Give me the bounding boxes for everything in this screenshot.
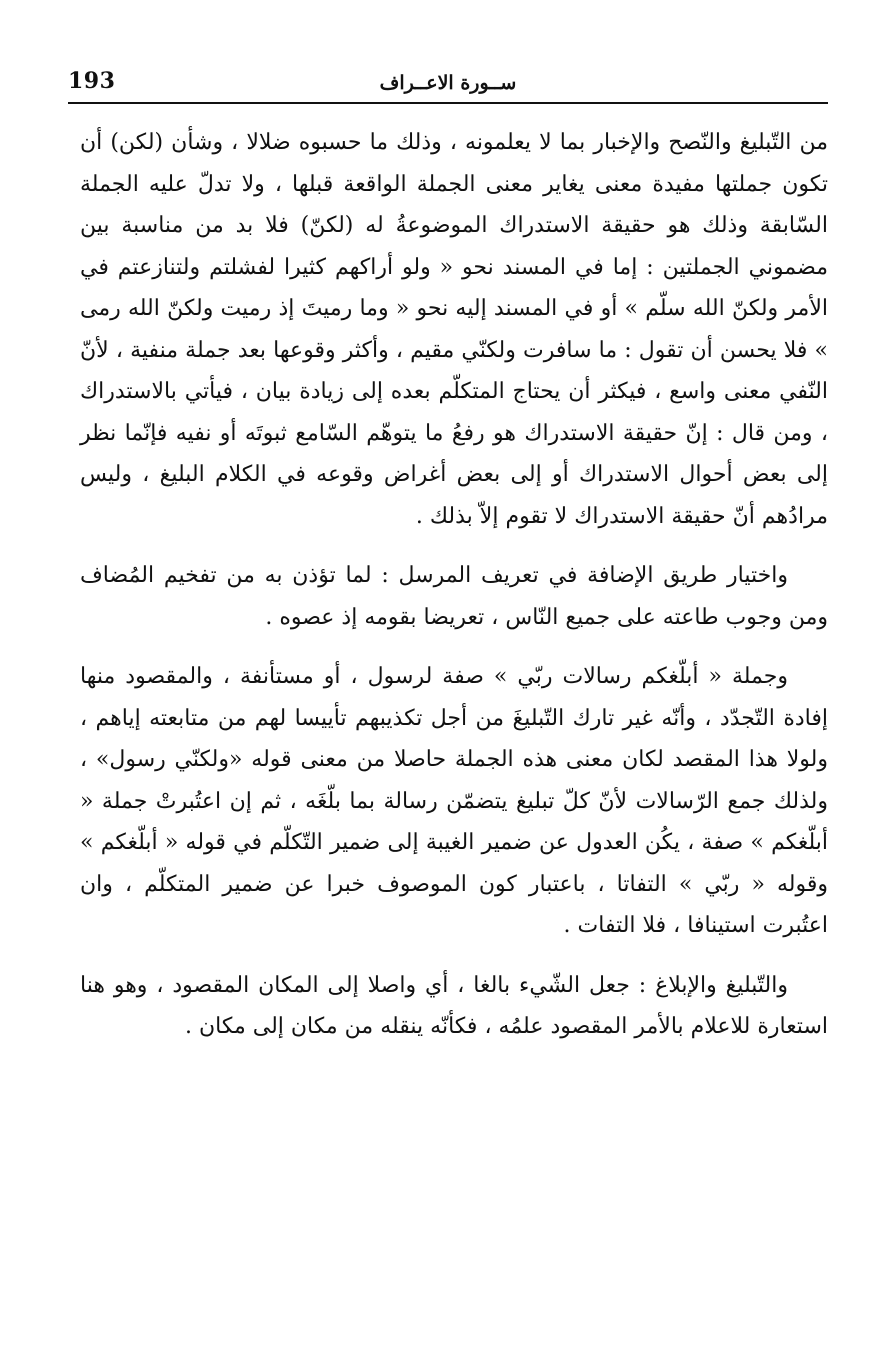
paragraph-tabligh: والتّبليغ والإبلاغ : جعل الشّيء بالغا ، أي واصلا إلى المكان المقصود ، وهو هنا استعارة للاعلام بالأمر المقصود علمُه ، فكأنّه ينقله من مكان إلى مكان . <box>80 972 828 1039</box>
running-title: ســورة الاعــراف <box>379 72 517 94</box>
page-number: 193 <box>68 68 116 94</box>
paragraph-jumla-ublighukum: وجملة « أبلّغكم رسالات ربّي » صفة لرسول ، أو مستأنفة ، والمقصود منها إفادة التّجدّد ، وأنّه غير تارك التّبليغَ من أجل تكذيبهم تأييسا لهم من متابعته إياهم ، ولولا هذا المقصد لكان معنى هذه الجملة حاصلا من معنى قوله «ولكنّي رسول» ، ولذلك جمع الرّسالات لأنّ كلّ تبليغ يتضمّن رسالة بما بلّغَه ، ثم إن اعتُبرتْ جملة « أبلّغكم » صفة ، يكُن العدول عن ضمير الغيبة إلى ضمير التّكلّم في قوله « أبلّغكم » وقوله « ربّي » التفاتا ، باعتبار كون الموصوف خبرا عن ضمير المتكلّم ، وان اعتُبرت استينافا ، فلا التفات . <box>80 664 828 938</box>
paragraph-istidrak: من التّبليغ والنّصح والإخبار بما لا يعلمونه ، وذلك ما حسبوه ضلالا ، وشأن (لكن) أن تكون جملتها مفيدة معنى يغاير معنى الجملة الواقعة قبلها ، ولا تدلّ عليه الجملة السّابقة وذلك هو حقيقة الاستدراك الموضوعةُ له (لكنّ) فلا بد من مناسبة بين مضموني الجملتين : إما في المسند نحو « ولو أراكهم كثيرا لفشلتم ولتنازعتم في الأمر ولكنّ الله سلّم » أو في المسند إليه نحو « وما رميتَ إذ رميت ولكنّ الله رمى » فلا يحسن أن تقول : ما سافرت ولكنّي مقيم ، وأكثر وقوعها بعد جملة منفية ، لأنّ النّفي معنى واسع ، فيكثر أن يحتاج المتكلّم بعده إلى زيادة بيان ، فيأتي بالاستدراك ، ومن قال : إنّ حقيقة الاستدراك هو رفعُ ما يتوهّم السّامع ثبوتَه أو نفيه فإنّما نظر إلى بعض أحوال الاستدراك أو إلى بعض أغراض وقوعه في الكلام البليغ ، وليس مرادُهم أنّ حقيقة الاستدراك لا تقوم إلاّ بذلك . <box>80 130 828 529</box>
header-rule <box>68 102 828 104</box>
page-body <box>80 122 828 1066</box>
page-header <box>68 64 828 104</box>
paragraph-idafa: واختيار طريق الإضافة في تعريف المرسل : لما تؤذن به من تفخيم المُضاف ومن وجوب طاعته على جميع النّاس ، تعريضا بقومه إذ عصوه . <box>80 563 828 630</box>
